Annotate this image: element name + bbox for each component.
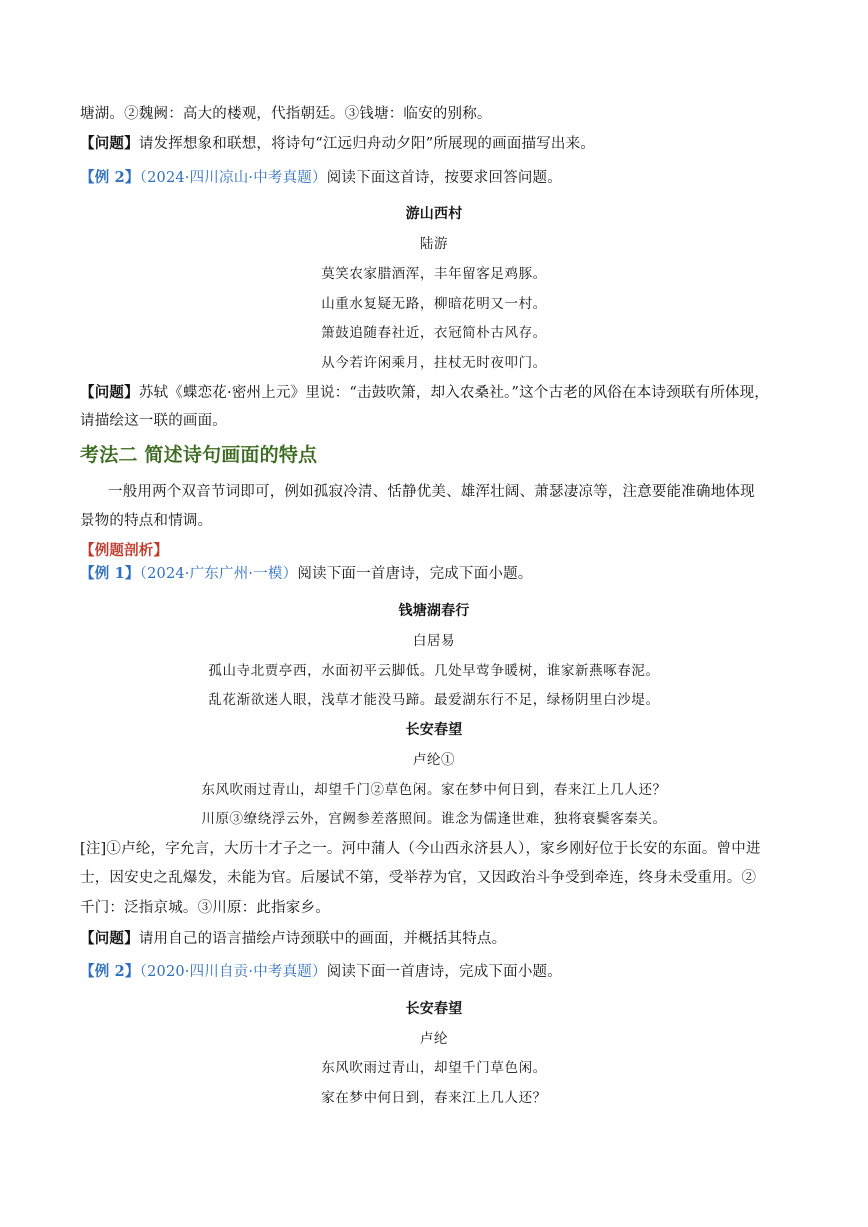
example-text: 阅读下面一首唐诗，完成下面小题。 xyxy=(326,964,562,980)
poem-1-line: 从今若许闲乘月，拄杖无时夜叩门。 xyxy=(321,355,547,371)
notes-line: [注]①卢纶，字允言，大历十才子之一。河中蒲人（今山西永济县人），家乡刚好位于长安的东面。曾中进 xyxy=(80,841,761,857)
poem-2-line: 乱花渐欲迷人眼，浅草才能没马蹄。最爱湖东行不足，绿杨阴里白沙堤。 xyxy=(208,692,660,708)
poem-1-line: 莫笑农家腊酒浑，丰年留客足鸡豚。 xyxy=(321,266,547,282)
example-2b-header xyxy=(80,962,808,982)
question-tag: 【问题】 xyxy=(80,930,139,947)
example-tag: 【例 2】 xyxy=(80,169,140,186)
poem-1-line: 山重水复疑无路，柳暗花明又一村。 xyxy=(321,296,547,312)
section-body-line: 一般用两个双音节词即可，例如孤寂冷清、恬静优美、雄浑壮阔、萧瑟凄凉等，注意要能准确地体现 xyxy=(108,484,755,500)
poem-1-line: 箫鼓追随春社近，衣冠简朴古风存。 xyxy=(321,325,547,341)
poem-4-line: 家在梦中何日到，春来江上几人还？ xyxy=(321,1090,547,1106)
poem-3-title: 长安春望 xyxy=(405,722,463,738)
poem-3-line: 东风吹雨过青山，却望千门②草色闲。家在梦中何日到，春来江上几人还？ xyxy=(201,782,667,798)
top-note: 塘湖。②魏阙：高大的楼观，代指朝廷。③钱塘：临安的别称。 xyxy=(80,106,492,122)
poem-4-author: 卢纶 xyxy=(419,1031,449,1047)
question-1 xyxy=(80,134,808,154)
question-tag: 【问题】 xyxy=(80,135,139,152)
example-text: 阅读下面这首诗，按要求回答问题。 xyxy=(326,170,562,186)
example-source: （2020·四川自贡·中考真题） xyxy=(139,964,327,980)
analysis-tag: 【例题剖析】 xyxy=(80,542,169,559)
poem-3-line: 川原③缭绕浮云外，宫阙参差落照间。谁念为儒逢世难，独将衰鬓客秦关。 xyxy=(201,811,667,827)
section-heading: 考法二 简述诗句画面的特点 xyxy=(80,444,318,466)
poem-1-title: 游山西村 xyxy=(405,206,463,222)
example-text: 阅读下面一首唐诗，完成下面小题。 xyxy=(297,566,533,582)
notes-line: 士，因安史之乱爆发，未能为官。后屡试不第，受举荐为官，又因政治斗争受到牵连，终身未受重用。② xyxy=(80,870,757,886)
poem-2-title: 钱塘湖春行 xyxy=(398,603,470,619)
question-2-cont: 请描绘这一联的画面。 xyxy=(80,413,227,429)
question-2 xyxy=(80,383,808,403)
question-3 xyxy=(80,929,808,949)
poem-1-author: 陆游 xyxy=(419,236,449,252)
question-tag: 【问题】 xyxy=(80,384,139,401)
example-2a-header xyxy=(80,168,808,188)
poem-2-line: 孤山寺北贾亭西，水面初平云脚低。几处早莺争暖树，谁家新燕啄春泥。 xyxy=(208,663,660,679)
example-tag: 【例 2】 xyxy=(80,963,140,980)
example-1-header xyxy=(80,564,808,584)
poem-4-title: 长安春望 xyxy=(405,1001,463,1017)
example-tag: 【例 1】 xyxy=(80,565,140,582)
poem-3-author: 卢纶① xyxy=(412,752,456,768)
poem-2-author: 白居易 xyxy=(412,633,456,649)
example-source: （2024·四川凉山·中考真题） xyxy=(139,170,327,186)
question-text: 苏轼《蝶恋花·密州上元》里说：“击鼓吹箫，却入农桑社。”这个古老的风俗在本诗颈联有所体现， xyxy=(138,385,769,401)
section-body-line: 景物的特点和情调。 xyxy=(80,513,213,529)
notes-line: 千门：泛指京城。③川原：此指家乡。 xyxy=(80,900,330,916)
example-source: （2024·广东广州·一模） xyxy=(139,566,298,582)
question-text: 请发挥想象和联想，将诗句“江远归舟动夕阳”所展现的画面描写出来。 xyxy=(138,136,596,152)
question-text: 请用自己的语言描绘卢诗颈联中的画面，并概括其特点。 xyxy=(138,931,507,947)
poem-4-line: 东风吹雨过青山，却望千门草色闲。 xyxy=(321,1060,547,1076)
